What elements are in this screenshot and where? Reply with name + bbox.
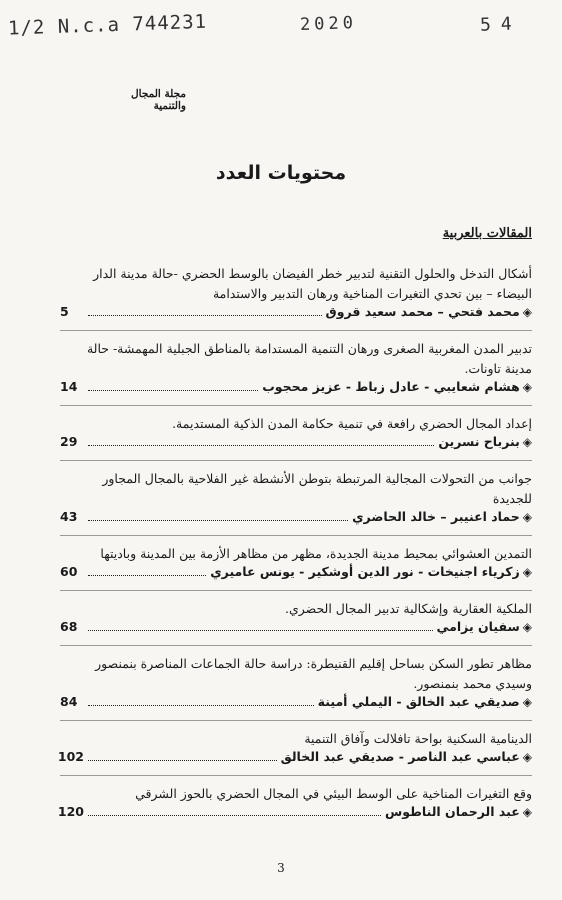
- toc-entry: [60, 461, 532, 536]
- journal-name: مجلة المجال والتنمية: [131, 88, 186, 112]
- diamond-bullet-icon: ◈: [522, 805, 532, 819]
- diamond-bullet-icon: ◈: [522, 565, 532, 579]
- toc-entry: [60, 591, 532, 646]
- toc-entry: [60, 331, 532, 406]
- diamond-bullet-icon: ◈: [522, 750, 532, 764]
- author-line: [60, 694, 532, 714]
- diamond-bullet-icon: ◈: [522, 380, 532, 394]
- article-title: الدينامية السكنية بواحة تافلالت وآفاق التنمية: [304, 731, 532, 746]
- article-page-number: 68: [60, 619, 78, 634]
- handwritten-reference: 1/2 N.c.a 744231: [7, 10, 208, 40]
- dot-leader: [88, 575, 206, 576]
- dot-leader: [88, 705, 314, 706]
- page-title: محتويات العدد: [215, 162, 347, 184]
- diamond-bullet-icon: ◈: [522, 435, 532, 449]
- article-page-number: 29: [60, 434, 78, 449]
- dot-leader: [88, 390, 258, 391]
- author-line: [60, 379, 532, 399]
- article-authors: هشام شعايبي - عادل زباط - عزيز محجوب: [262, 379, 520, 394]
- handwritten-year: 2020: [299, 13, 358, 35]
- page-number: 3: [277, 861, 285, 875]
- author-line: [60, 509, 532, 529]
- article-title: تدبير المدن المغربية الصغرى ورهان التنمية المستدامة بالمناطق الجبلية المهمشة- حالة مدينة تاونات.: [86, 341, 532, 376]
- article-page-number: 102: [57, 749, 84, 764]
- section-heading: المقالات بالعربية: [442, 226, 532, 241]
- diamond-bullet-icon: ◈: [522, 695, 532, 709]
- dot-leader: [88, 445, 434, 446]
- author-line: [57, 749, 532, 769]
- author-line: [60, 304, 532, 324]
- article-authors: محمد فتحي – محمد سعيد قروق: [325, 304, 520, 319]
- dot-leader: [88, 815, 381, 816]
- table-of-contents: [57, 260, 532, 830]
- article-title: وقع التغيرات المناخية على الوسط البيئي في المجال الحضري بالحوز الشرقي: [135, 786, 532, 801]
- author-line: [60, 564, 532, 584]
- article-authors: عبد الرحمان الناطوس: [385, 804, 520, 819]
- article-page-number: 5: [60, 304, 69, 319]
- dot-leader: [88, 520, 348, 521]
- toc-entry: [57, 721, 532, 776]
- article-authors: حماد اعنيبر – خالد الحاضري: [352, 509, 520, 524]
- article-authors: صديقي عبد الخالق - اليملي أمينة: [317, 694, 520, 709]
- article-title: الملكية العقارية وإشكالية تدبير المجال الحضري.: [284, 601, 532, 616]
- article-page-number: 84: [60, 694, 78, 709]
- toc-entry: [60, 646, 532, 721]
- article-authors: سفيان يزامي: [436, 619, 520, 634]
- article-title: مظاهر تطور السكن بساحل إقليم القنيطرة: دراسة حالة الجماعات المناصرة بنمنصور وسيدي محمد بنمنصور.: [95, 656, 532, 691]
- toc-entry: [60, 406, 532, 461]
- article-title: إعداد المجال الحضري رافعة في تنمية حكامة المدن الذكية المستديمة.: [172, 416, 532, 431]
- article-authors: زكرياء اجنيخات - نور الدين أوشكير - يونس عاميري: [210, 564, 520, 579]
- article-title: جوانب من التحولات المجالية المرتبطة بتوطن الأنشطة غير الفلاحية بالمجال المجاور للجديدة: [102, 471, 532, 506]
- article-title: التمدين العشوائي بمحيط مدينة الجديدة، مظهر من مظاهر الأزمة بين المدينة وباديتها: [100, 546, 532, 561]
- author-line: [57, 804, 532, 824]
- author-line: [60, 619, 532, 639]
- dot-leader: [88, 315, 322, 316]
- toc-entry: [57, 776, 532, 830]
- diamond-bullet-icon: ◈: [522, 620, 532, 634]
- toc-entry: [60, 260, 532, 331]
- article-authors: عباسي عبد الناصر - صديقي عبد الخالق: [280, 749, 520, 764]
- article-page-number: 120: [57, 804, 84, 819]
- author-line: [60, 434, 532, 454]
- diamond-bullet-icon: ◈: [522, 510, 532, 524]
- dot-leader: [88, 630, 433, 631]
- article-authors: بنرباح نسرين: [438, 434, 520, 449]
- toc-entry: [60, 536, 532, 591]
- article-page-number: 60: [60, 564, 78, 579]
- diamond-bullet-icon: ◈: [522, 305, 532, 319]
- article-page-number: 43: [60, 509, 78, 524]
- article-title: أشكال التدخل والحلول التقنية لتدبير خطر الفيضان بالوسط الحضري -حالة مدينة الدار البيضاء – بين تحدي التغيرات المناخية ورهان التدبير والاستدامة: [93, 266, 532, 301]
- article-page-number: 14: [60, 379, 78, 394]
- handwritten-page-number: 54: [479, 13, 523, 36]
- dot-leader: [88, 760, 277, 761]
